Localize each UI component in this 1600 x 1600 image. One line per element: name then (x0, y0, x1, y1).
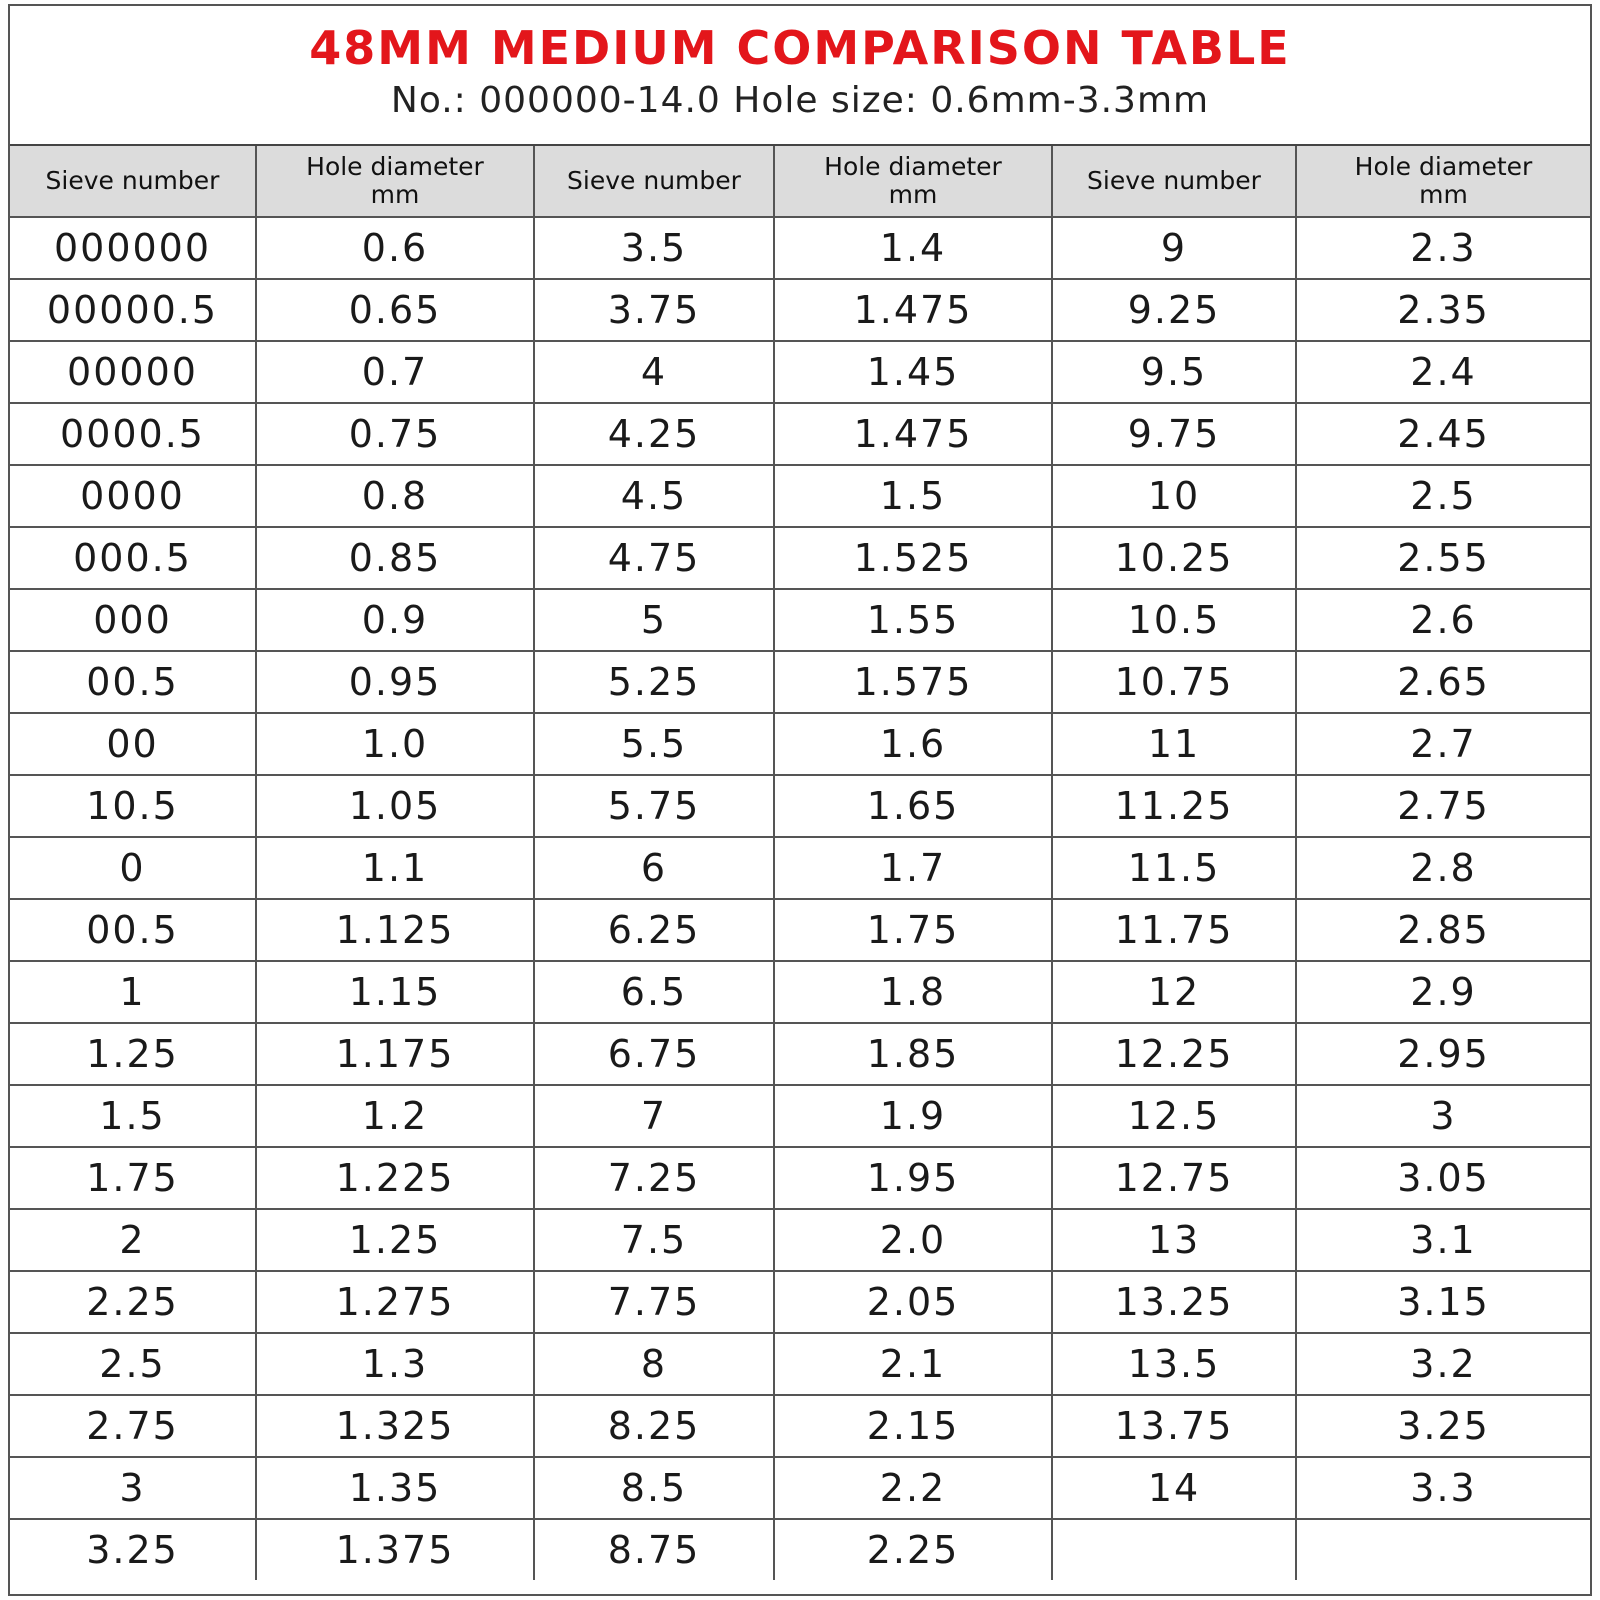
hole-diameter-cell: 1.25 (256, 1209, 534, 1271)
table-row (10, 527, 1590, 589)
sieve-number-cell: 4 (534, 341, 774, 403)
table-row (10, 1085, 1590, 1147)
table-row (10, 1333, 1590, 1395)
hole-diameter-cell: 2.8 (1296, 837, 1590, 899)
table-row (10, 589, 1590, 651)
sieve-number-cell: 2 (10, 1209, 256, 1271)
hole-diameter-cell: 3.05 (1296, 1147, 1590, 1209)
hole-diameter-cell: 2.35 (1296, 279, 1590, 341)
table-row (10, 403, 1590, 465)
hole-diameter-cell: 1.45 (774, 341, 1052, 403)
hole-diameter-cell: 3 (1296, 1085, 1590, 1147)
hole-diameter-cell: 1.15 (256, 961, 534, 1023)
hole-diameter-cell: 1.1 (256, 837, 534, 899)
header-block (10, 6, 1590, 146)
hole-diameter-cell: 1.7 (774, 837, 1052, 899)
sieve-number-cell: 0000 (10, 465, 256, 527)
sieve-number-cell: 7.25 (534, 1147, 774, 1209)
sieve-number-cell: 6.5 (534, 961, 774, 1023)
sieve-number-cell: 8.75 (534, 1519, 774, 1580)
sieve-number-cell: 13 (1052, 1209, 1296, 1271)
table-row (10, 837, 1590, 899)
column-header-sieve-number: Sieve number (1052, 146, 1296, 217)
sieve-number-cell: 00 (10, 713, 256, 775)
sieve-number-cell: 1.5 (10, 1085, 256, 1147)
sieve-number-cell: 5.75 (534, 775, 774, 837)
sieve-number-cell: 4.75 (534, 527, 774, 589)
hole-diameter-cell: 1.3 (256, 1333, 534, 1395)
column-header-sieve-number: Sieve number (534, 146, 774, 217)
sieve-number-cell (1052, 1519, 1296, 1580)
sieve-number-cell: 10.75 (1052, 651, 1296, 713)
sieve-number-cell: 10 (1052, 465, 1296, 527)
hole-diameter-cell: 2.6 (1296, 589, 1590, 651)
hole-diameter-cell: 0.9 (256, 589, 534, 651)
hole-diameter-cell: 1.2 (256, 1085, 534, 1147)
sieve-number-cell: 2.5 (10, 1333, 256, 1395)
sieve-number-cell: 2.25 (10, 1271, 256, 1333)
page-title: 48MM MEDIUM COMPARISON TABLE (309, 21, 1291, 75)
sieve-number-cell: 3.5 (534, 217, 774, 279)
sieve-number-cell: 1.75 (10, 1147, 256, 1209)
sieve-number-cell: 4.5 (534, 465, 774, 527)
hole-diameter-cell: 2.85 (1296, 899, 1590, 961)
sieve-number-cell: 1.25 (10, 1023, 256, 1085)
hole-diameter-cell: 1.225 (256, 1147, 534, 1209)
hole-diameter-cell: 0.95 (256, 651, 534, 713)
hole-diameter-cell: 1.55 (774, 589, 1052, 651)
sieve-number-cell: 8 (534, 1333, 774, 1395)
hole-diameter-cell: 3.1 (1296, 1209, 1590, 1271)
hole-diameter-cell: 1.65 (774, 775, 1052, 837)
sieve-number-cell: 8.25 (534, 1395, 774, 1457)
sieve-number-cell: 9.5 (1052, 341, 1296, 403)
hole-diameter-cell: 1.475 (774, 279, 1052, 341)
sieve-number-cell: 13.25 (1052, 1271, 1296, 1333)
column-header-hole-diameter: Hole diameter mm (774, 146, 1052, 217)
sieve-number-cell: 6 (534, 837, 774, 899)
hole-diameter-cell: 1.05 (256, 775, 534, 837)
hole-diameter-cell: 2.4 (1296, 341, 1590, 403)
hole-diameter-cell: 0.65 (256, 279, 534, 341)
hole-diameter-cell: 2.1 (774, 1333, 1052, 1395)
table-row (10, 1457, 1590, 1519)
page-subtitle: No.: 000000-14.0 Hole size: 0.6mm-3.3mm (390, 80, 1210, 121)
sieve-number-cell: 1 (10, 961, 256, 1023)
table-row (10, 651, 1590, 713)
sieve-number-cell: 11 (1052, 713, 1296, 775)
hole-diameter-cell: 0.75 (256, 403, 534, 465)
sieve-number-cell: 3.25 (10, 1519, 256, 1580)
sieve-number-cell: 00.5 (10, 899, 256, 961)
hole-diameter-cell: 1.85 (774, 1023, 1052, 1085)
hole-diameter-cell: 2.45 (1296, 403, 1590, 465)
table-row (10, 341, 1590, 403)
hole-diameter-cell: 1.375 (256, 1519, 534, 1580)
hole-diameter-cell: 1.575 (774, 651, 1052, 713)
hole-diameter-cell (1296, 1519, 1590, 1580)
hole-diameter-cell: 1.175 (256, 1023, 534, 1085)
table-row (10, 217, 1590, 279)
hole-diameter-cell: 0.8 (256, 465, 534, 527)
table-row (10, 775, 1590, 837)
sieve-number-cell: 3 (10, 1457, 256, 1519)
hole-diameter-cell: 2.7 (1296, 713, 1590, 775)
hole-diameter-cell: 1.5 (774, 465, 1052, 527)
table-row (10, 465, 1590, 527)
hole-diameter-cell: 2.2 (774, 1457, 1052, 1519)
hole-diameter-cell: 3.3 (1296, 1457, 1590, 1519)
sieve-number-cell: 9 (1052, 217, 1296, 279)
sieve-number-cell: 000 (10, 589, 256, 651)
table-row (10, 899, 1590, 961)
table-body (10, 217, 1590, 1580)
sieve-number-cell: 10.5 (10, 775, 256, 837)
sieve-number-cell: 9.25 (1052, 279, 1296, 341)
hole-diameter-cell: 2.05 (774, 1271, 1052, 1333)
sieve-number-cell: 6.25 (534, 899, 774, 961)
table-row (10, 713, 1590, 775)
hole-diameter-cell: 3.2 (1296, 1333, 1590, 1395)
sieve-number-cell: 11.25 (1052, 775, 1296, 837)
hole-diameter-cell: 1.0 (256, 713, 534, 775)
hole-diameter-cell: 2.15 (774, 1395, 1052, 1457)
hole-diameter-cell: 1.6 (774, 713, 1052, 775)
hole-diameter-cell: 2.9 (1296, 961, 1590, 1023)
table-row (10, 961, 1590, 1023)
sieve-number-cell: 11.5 (1052, 837, 1296, 899)
table-header-row (10, 146, 1590, 217)
table-row (10, 1271, 1590, 1333)
hole-diameter-cell: 2.0 (774, 1209, 1052, 1271)
hole-diameter-cell: 1.325 (256, 1395, 534, 1457)
sieve-number-cell: 8.5 (534, 1457, 774, 1519)
sieve-number-cell: 7.75 (534, 1271, 774, 1333)
hole-diameter-cell: 2.55 (1296, 527, 1590, 589)
sieve-number-cell: 12 (1052, 961, 1296, 1023)
table-row (10, 279, 1590, 341)
sieve-number-cell: 0 (10, 837, 256, 899)
hole-diameter-cell: 1.4 (774, 217, 1052, 279)
hole-diameter-cell: 2.3 (1296, 217, 1590, 279)
sieve-number-cell: 5.25 (534, 651, 774, 713)
hole-diameter-cell: 1.8 (774, 961, 1052, 1023)
sieve-number-cell: 12.5 (1052, 1085, 1296, 1147)
hole-diameter-cell: 2.95 (1296, 1023, 1590, 1085)
sieve-number-cell: 00.5 (10, 651, 256, 713)
sieve-number-cell: 13.5 (1052, 1333, 1296, 1395)
column-header-hole-diameter: Hole diameter mm (1296, 146, 1590, 217)
sieve-number-cell: 7 (534, 1085, 774, 1147)
hole-diameter-cell: 3.25 (1296, 1395, 1590, 1457)
table-row (10, 1395, 1590, 1457)
hole-diameter-cell: 1.75 (774, 899, 1052, 961)
hole-diameter-cell: 2.25 (774, 1519, 1052, 1580)
hole-diameter-cell: 0.7 (256, 341, 534, 403)
hole-diameter-cell: 2.5 (1296, 465, 1590, 527)
sieve-number-cell: 14 (1052, 1457, 1296, 1519)
sieve-number-cell: 12.75 (1052, 1147, 1296, 1209)
sieve-number-cell: 10.25 (1052, 527, 1296, 589)
hole-diameter-cell: 1.35 (256, 1457, 534, 1519)
sieve-number-cell: 10.5 (1052, 589, 1296, 651)
hole-diameter-cell: 1.125 (256, 899, 534, 961)
sieve-number-cell: 13.75 (1052, 1395, 1296, 1457)
comparison-table (10, 146, 1590, 1580)
sieve-number-cell: 000.5 (10, 527, 256, 589)
hole-diameter-cell: 1.475 (774, 403, 1052, 465)
table-row (10, 1147, 1590, 1209)
hole-diameter-cell: 1.275 (256, 1271, 534, 1333)
sieve-number-cell: 2.75 (10, 1395, 256, 1457)
sieve-number-cell: 4.25 (534, 403, 774, 465)
comparison-sheet (8, 4, 1592, 1596)
hole-diameter-cell: 3.15 (1296, 1271, 1590, 1333)
sieve-number-cell: 6.75 (534, 1023, 774, 1085)
table-row (10, 1023, 1590, 1085)
sieve-number-cell: 9.75 (1052, 403, 1296, 465)
sieve-number-cell: 00000 (10, 341, 256, 403)
sieve-number-cell: 000000 (10, 217, 256, 279)
table-row (10, 1519, 1590, 1580)
sieve-number-cell: 5 (534, 589, 774, 651)
hole-diameter-cell: 2.65 (1296, 651, 1590, 713)
column-header-hole-diameter: Hole diameter mm (256, 146, 534, 217)
sieve-number-cell: 0000.5 (10, 403, 256, 465)
sieve-number-cell: 11.75 (1052, 899, 1296, 961)
sieve-number-cell: 3.75 (534, 279, 774, 341)
sieve-number-cell: 5.5 (534, 713, 774, 775)
hole-diameter-cell: 0.6 (256, 217, 534, 279)
sieve-number-cell: 12.25 (1052, 1023, 1296, 1085)
table-row (10, 1209, 1590, 1271)
hole-diameter-cell: 2.75 (1296, 775, 1590, 837)
hole-diameter-cell: 0.85 (256, 527, 534, 589)
column-header-sieve-number: Sieve number (10, 146, 256, 217)
sieve-number-cell: 7.5 (534, 1209, 774, 1271)
sieve-number-cell: 00000.5 (10, 279, 256, 341)
hole-diameter-cell: 1.9 (774, 1085, 1052, 1147)
hole-diameter-cell: 1.525 (774, 527, 1052, 589)
hole-diameter-cell: 1.95 (774, 1147, 1052, 1209)
